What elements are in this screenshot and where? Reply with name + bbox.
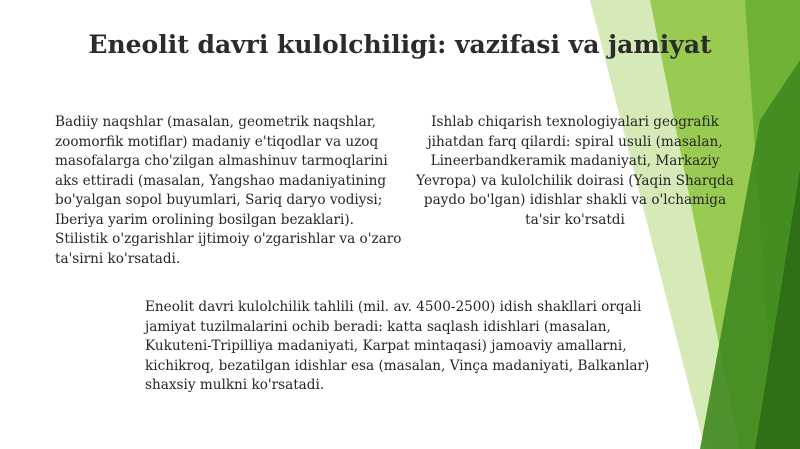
paragraph-left: Badiiy naqshlar (masalan, geometrik naqshlar, zoomorfik motiflar) madaniy e'tiqodlar va uzoq masofalarga cho'zilgan almashinuv tarmoqlarini aks ettiradi (masalan, Yangshao madaniyatining bo'yalgan sopol buyumlari, Sariq daryo vodiysi; Iberiya yarim orolining bosilgan bezaklari). Stilistik o'zgarishlar ijtimoiy o'zgarishlar va o'zaro ta'sirni ko'rsatadi.	[55, 114, 402, 267]
paragraph-bottom: Eneolit davri kulolchilik tahlili (mil. av. 4500-2500) idish shakllari orqali jamiyat tuzilmalarini ochib beradi: katta saqlash idishlari (masalan, Kukuteni-Tripilliya madaniyati, Karpat mintaqasi) jamoaviy amallarni, kichikroq, bezatilgan idishlar esa (masalan, Vinça madaniyati, Balkanlar) shaxsiy mulkni ko'rsatadi.	[145, 299, 650, 393]
slide-title: Eneolit davri kulolchiligi: vazifasi va jamiyat	[88, 30, 712, 59]
paragraph-right: Ishlab chiqarish texnologiyalari geografik jihatdan farq qilardi: spiral usuli (masalan, Lineerbandkeramik madaniyati, Markaziy Yevropa) va kulolchilik doirasi (Yaqin Sharqda paydo bo'lgan) idishlar shakli va o'lchamiga ta'sir ko'rsatdi	[416, 114, 734, 228]
